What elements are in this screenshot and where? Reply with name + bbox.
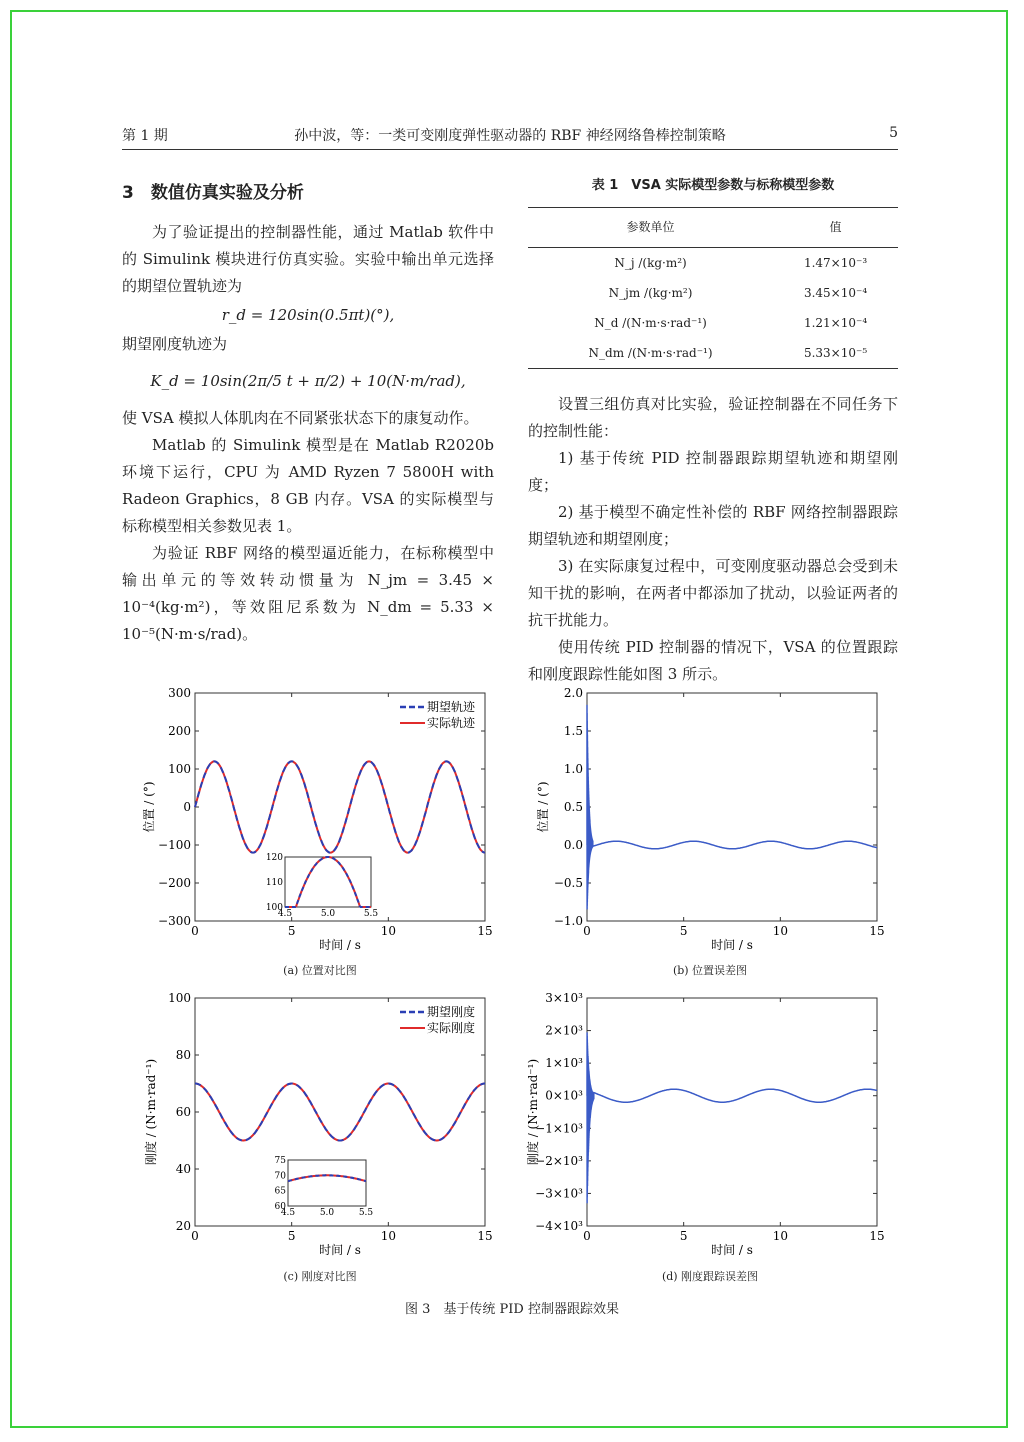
x-tick-label: 15: [477, 1229, 493, 1243]
legend-label: 实际刚度: [427, 1021, 476, 1035]
table-cell: 5.33×10⁻⁵: [773, 338, 898, 369]
x-axis-label: 时间 / s: [319, 938, 361, 952]
list-item: 2) 基于模型不确定性补偿的 RBF 网络控制器跟踪期望轨迹和期望刚度；: [528, 503, 898, 548]
left-column: [122, 180, 494, 648]
y-axis-label: 位置 / (°): [536, 781, 550, 833]
x-tick-label: 10: [772, 1229, 788, 1243]
inset-y-tick-label: 60: [274, 1202, 286, 1212]
y-tick-label: 1.5: [563, 724, 583, 738]
inset-x-tick-label: 5.0: [320, 909, 336, 919]
inset-x-tick-label: 5.5: [358, 1208, 374, 1218]
y-tick-label: −100: [158, 838, 191, 852]
y-axis-label: 位置 / (°): [142, 781, 156, 833]
page-number: 5: [889, 125, 898, 141]
table-row: [528, 278, 898, 308]
chart-position-error: [525, 685, 895, 955]
y-tick-label: −1×10³: [535, 1121, 583, 1136]
x-axis-label: 时间 / s: [711, 1243, 753, 1257]
x-tick-label: 15: [869, 924, 885, 938]
x-tick-label: 10: [772, 924, 788, 938]
subcaption-a: (a) 位置对比图: [283, 964, 357, 977]
inset-frame: [288, 1160, 366, 1206]
inset-x-tick-label: 4.5: [277, 909, 293, 919]
inset-y-tick-label: 100: [265, 903, 283, 913]
series-desired: [195, 761, 485, 852]
figure-caption: 图 3 基于传统 PID 控制器跟踪效果: [405, 1302, 619, 1317]
y-tick-label: 100: [168, 762, 191, 776]
y-tick-label: 200: [168, 724, 191, 738]
x-tick-label: 10: [380, 924, 396, 938]
x-tick-label: 0: [191, 1229, 199, 1243]
list-item: 3) 在实际康复过程中，可变刚度驱动器总会受到未知干扰的影响，在两者中都添加了扰动，以验证两者的抗干扰能力。: [528, 557, 898, 629]
issue-number: 第 1 期: [122, 128, 168, 144]
paragraph: 设置三组仿真对比实验，验证控制器在不同任务下的控制性能：: [528, 395, 898, 440]
table-header: 值: [773, 208, 898, 248]
parameter-table: [528, 207, 898, 369]
y-tick-label: −0.5: [553, 876, 583, 890]
equation: K_d = 10sin(2π/5 t + π/2) + 10(N·m/rad),: [150, 372, 466, 390]
y-tick-label: 300: [168, 686, 191, 700]
inset-x-tick-label: 5.0: [319, 1208, 335, 1218]
subcaption-b: (b) 位置误差图: [672, 964, 748, 977]
inset-y-tick-label: 65: [274, 1186, 286, 1197]
paragraph: 为验证 RBF 网络的模型逼近能力，在标称模型中输出单元的等效转动惯量为 N_jm = 3.45 × 10⁻⁴(kg·m²)，等效阻尼系数为 N_dm = 5.33 × 10⁻⁵(N·m·s/rad)。: [122, 544, 494, 643]
section-title: 3 数值仿真实验及分析: [122, 183, 304, 203]
x-tick-label: 15: [477, 924, 493, 938]
inset-y-tick-label: 70: [274, 1171, 286, 1182]
table-cell: N_j /(kg·m²): [614, 256, 687, 270]
y-tick-label: −4×10³: [535, 1219, 583, 1233]
y-tick-label: 2×10³: [545, 1023, 583, 1038]
y-tick-label: 0×10³: [545, 1088, 583, 1103]
running-title: 孙中波，等：一类可变刚度弹性驱动器的 RBF 神经网络鲁棒控制策略: [294, 128, 726, 144]
legend-label: 期望轨迹: [427, 700, 476, 714]
table-row: [528, 248, 898, 279]
table-cell: 1.21×10⁻⁴: [803, 316, 868, 330]
table-cell: N_jm /(kg·m²): [608, 286, 693, 300]
table-cell: N_d /(N·m·s·rad⁻¹): [594, 316, 707, 330]
inset-y-tick-label: 75: [274, 1156, 286, 1166]
y-tick-label: 0: [183, 800, 191, 814]
y-axis-label: 刚度 / (N·m·rad⁻¹): [144, 1058, 158, 1166]
x-tick-label: 5: [287, 924, 296, 938]
y-tick-label: −200: [158, 876, 191, 890]
paragraph: 期望刚度轨迹为: [122, 335, 228, 353]
paragraph: 为了验证提出的控制器性能，通过 Matlab 软件中的 Simulink 模块进行仿真实验。实验中输出单元选择的期望位置轨迹为: [122, 223, 494, 295]
y-tick-label: 40: [175, 1162, 191, 1176]
table-row: [528, 338, 898, 369]
y-tick-label: −1.0: [553, 914, 583, 928]
inset-y-tick-label: 110: [265, 878, 283, 888]
chart-position-comparison: [140, 685, 500, 955]
paragraph: 使 VSA 模拟人体肌肉在不同紧张状态下的康复动作。: [122, 409, 479, 427]
table-cell: 3.45×10⁻⁴: [803, 286, 868, 300]
chart-stiffness-error: [525, 990, 895, 1260]
table-caption: 表 1 VSA 实际模型参数与标称模型参数: [591, 178, 835, 193]
table-cell: N_dm /(N·m·s·rad⁻¹): [528, 338, 773, 369]
y-tick-label: 3×10³: [545, 991, 583, 1005]
plot-frame: [587, 998, 877, 1226]
y-tick-label: 60: [175, 1105, 191, 1119]
y-tick-label: 20: [175, 1219, 191, 1233]
y-tick-label: 2.0: [563, 686, 583, 700]
table-row: [528, 308, 898, 338]
paragraph: Matlab 的 Simulink 模型是在 Matlab R2020b 环境下运行，CPU 为 AMD Ryzen 7 5800H with Radeon Graphics，8 GB 内存。VSA 的实际模型与标称模型相关参数见表 1。: [122, 436, 494, 535]
y-tick-label: 1.0: [563, 762, 583, 776]
series-error: [587, 705, 877, 910]
x-axis-label: 时间 / s: [711, 938, 753, 952]
y-tick-label: −300: [158, 914, 191, 928]
series-desired: [195, 1084, 485, 1141]
running-header: [122, 125, 898, 150]
y-tick-label: 100: [168, 991, 191, 1005]
x-axis-label: 时间 / s: [319, 1243, 361, 1257]
x-tick-label: 15: [869, 1229, 885, 1243]
x-tick-label: 10: [380, 1229, 396, 1243]
legend-label: 期望刚度: [427, 1005, 476, 1019]
plot-frame: [587, 693, 877, 921]
y-tick-label: 80: [175, 1048, 191, 1062]
paragraph: 使用传统 PID 控制器的情况下，VSA 的位置跟踪和刚度跟踪性能如图 3 所示。: [528, 638, 898, 683]
table-cell: 1.47×10⁻³: [803, 256, 868, 270]
inset-x-tick-label: 4.5: [280, 1208, 296, 1218]
inset-x-tick-label: 5.5: [363, 909, 379, 919]
right-column: [528, 172, 898, 688]
x-tick-label: 5: [679, 1229, 688, 1243]
y-tick-label: −2×10³: [535, 1153, 583, 1168]
subcaption-c: (c) 刚度对比图: [283, 1270, 357, 1283]
legend-label: 实际轨迹: [427, 716, 476, 730]
table-header: 参数单位: [528, 208, 773, 248]
x-tick-label: 0: [583, 1229, 591, 1243]
y-tick-label: 0.5: [563, 800, 583, 814]
x-tick-label: 0: [583, 924, 591, 938]
y-tick-label: 1×10³: [545, 1056, 583, 1071]
y-tick-label: −3×10³: [535, 1186, 583, 1201]
y-tick-label: 0.0: [563, 838, 583, 852]
series-error: [587, 1032, 877, 1203]
chart-stiffness-comparison: [140, 990, 500, 1260]
equation: r_d = 120sin(0.5πt)(°),: [221, 306, 395, 324]
x-tick-label: 5: [679, 924, 688, 938]
subcaption-d: (d) 刚度跟踪误差图: [661, 1270, 759, 1283]
x-tick-label: 0: [191, 924, 199, 938]
series-actual: [195, 1084, 485, 1141]
inset-y-tick-label: 120: [265, 853, 283, 863]
list-item: 1) 基于传统 PID 控制器跟踪期望轨迹和期望刚度；: [528, 449, 898, 494]
y-axis-label: 刚度 / (N·m·rad⁻¹): [526, 1058, 540, 1166]
x-tick-label: 5: [287, 1229, 296, 1243]
